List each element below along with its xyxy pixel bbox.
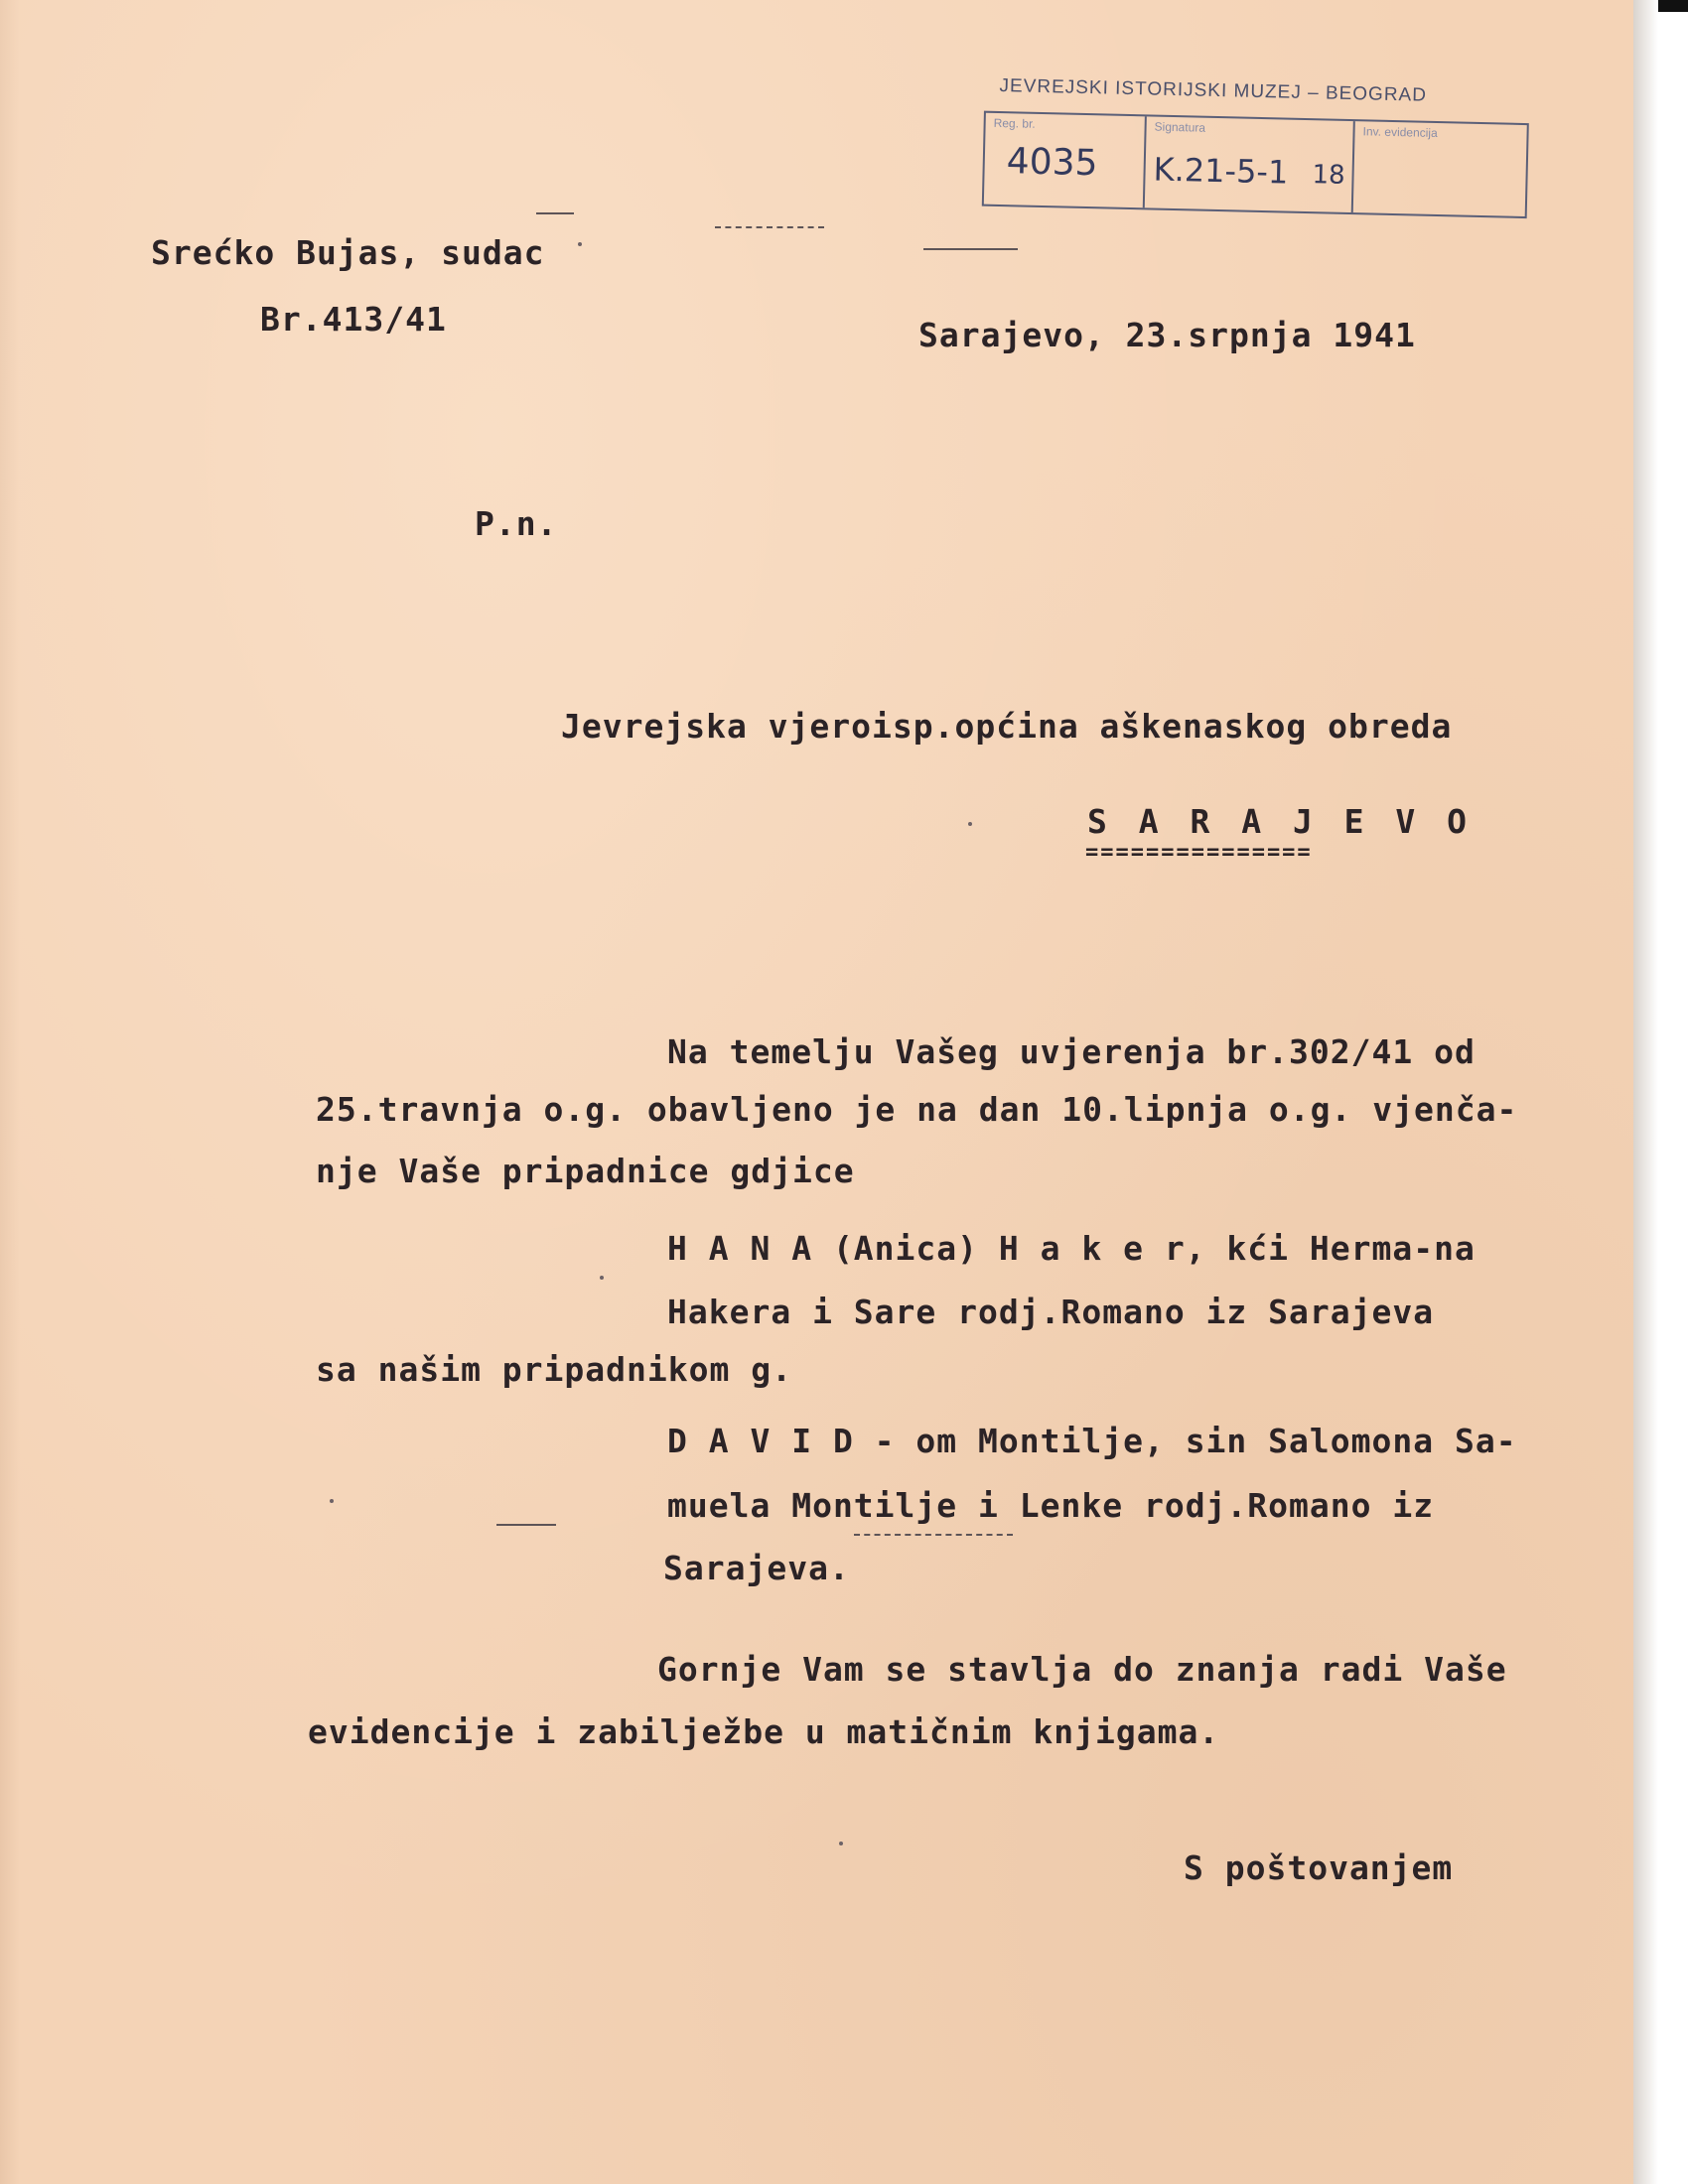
recipient-name: Jevrejska vjeroisp.općina aškenaskog obreda [561,707,1453,746]
reference-number: Br.413/41 [260,300,447,339]
stamp-signature-value: K.21-5-1 [1153,150,1289,192]
stamp-box [982,111,1529,218]
body-line-8: muela Montilje i Lenke rodj.Romano iz [667,1486,1435,1525]
ink-fleck [600,1276,604,1280]
stray-mark [496,1524,556,1526]
sender-line: Srećko Bujas, sudac [151,233,545,272]
closing: S poštovanjem [1184,1848,1454,1887]
body-line-11: evidencije i zabilježbe u matičnim knjigama. [308,1712,1220,1751]
body-line-2: 25.travnja o.g. obavljeno je na dan 10.lipnja o.g. vjenča- [316,1090,1518,1129]
recipient-city-underline: =============== [1085,840,1313,865]
stray-mark [536,212,574,214]
stray-mark [923,248,1018,250]
stray-mark [854,1534,1013,1536]
stamp-title: JEVREJSKI ISTORIJSKI MUZEJ – BEOGRAD [999,75,1428,106]
date-line: Sarajevo, 23.srpnja 1941 [918,316,1416,354]
stamp-label-reg: Reg. br. [993,115,1036,131]
stamp-cell-inventory [1353,121,1524,216]
stray-mark [715,226,824,228]
stamp-signature-sub: 18 [1312,160,1346,191]
body-line-7: D A V I D - om Montilje, sin Salomona Sa- [667,1422,1517,1460]
body-line-1: Na temelju Vašeg uvjerenja br.302/41 od [667,1032,1476,1071]
body-line-10: Gornje Vam se stavlja do znanja radi Vaše [657,1650,1507,1689]
salutation: P.n. [475,504,558,543]
stamp-cell-signature [1145,116,1355,212]
body-line-9: Sarajeva. [663,1549,850,1587]
stamp-cell-reg [984,113,1147,208]
ink-fleck [578,242,582,246]
body-line-4: H A N A (Anica) H a k e r, kći Herma-na [667,1229,1476,1268]
body-line-6: sa našim pripadnikom g. [316,1350,792,1389]
body-line-5: Hakera i Sare rodj.Romano iz Sarajeva [667,1293,1435,1331]
ink-fleck [839,1842,843,1845]
stamp-label-signature: Signatura [1154,119,1206,135]
ink-fleck [330,1499,334,1503]
ink-fleck [968,822,972,826]
body-line-3: nje Vaše pripadnice gdjice [316,1152,855,1190]
recipient-city: S A R A J E V O [1087,802,1474,841]
scan-margin [1633,0,1658,2184]
stamp-label-inventory: Inv. evidencija [1362,124,1438,141]
museum-stamp [981,75,1540,237]
stamp-reg-number: 4035 [1006,141,1098,185]
scan-edge [1658,0,1688,12]
